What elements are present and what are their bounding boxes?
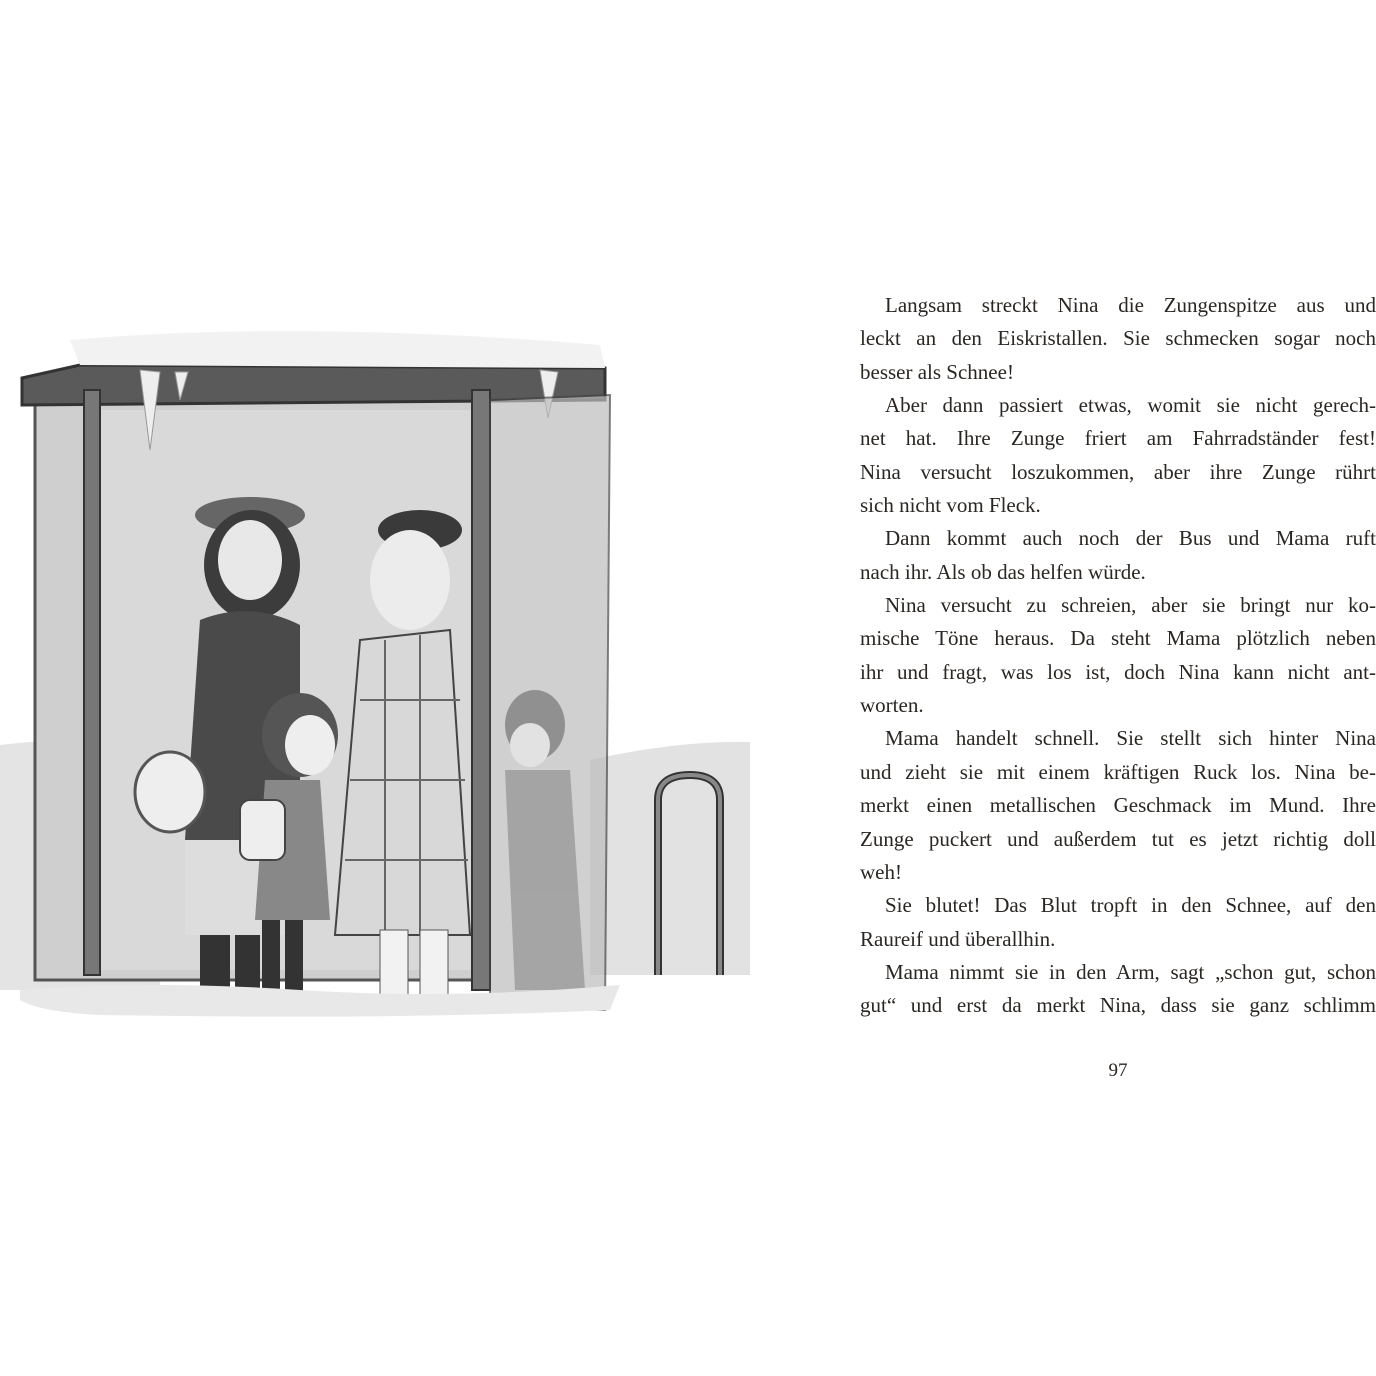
text-line: nach ihr. Als ob das helfen würde.: [860, 559, 1146, 584]
paragraph: [860, 522, 1376, 589]
text-line: besser als Schnee!: [860, 359, 1014, 384]
page-text: [860, 289, 1376, 1023]
text-line: leckt an den Eiskristallen. Sie schmecken sogar noch: [860, 326, 1376, 351]
paragraph: [860, 889, 1376, 956]
page-number: 97: [1108, 1060, 1128, 1081]
text-line: Langsam streckt Nina die Zungenspitze aus und: [885, 293, 1376, 317]
text-line: mische Töne heraus. Da steht Mama plötzlich neben: [860, 626, 1376, 651]
paragraph: [860, 722, 1376, 889]
paragraph: [860, 956, 1376, 1023]
paragraph: [860, 289, 1376, 389]
paragraph: [860, 589, 1376, 722]
text-line: Aber dann passiert etwas, womit sie nicht gerech-: [885, 393, 1376, 418]
text-line: Sie blutet! Das Blut tropft in den Schnee, auf den: [885, 893, 1376, 918]
text-line: ihr und fragt, was los ist, doch Nina kann nicht ant-: [860, 659, 1376, 684]
paragraph: [860, 389, 1376, 522]
text-line: Raureif und überallhin.: [860, 926, 1056, 951]
text-line: Nina versucht loszukommen, aber ihre Zunge rührt: [860, 459, 1376, 484]
text-line: Mama handelt schnell. Sie stellt sich hinter Nina: [885, 726, 1376, 751]
shelter-post-left: [84, 390, 100, 975]
text-line: weh!: [860, 859, 902, 884]
text-line: gut“ und erst da merkt Nina, dass sie ganz schlimm: [860, 993, 1376, 1018]
text-line: Dann kommt auch noch der Bus und Mama ruft: [885, 526, 1376, 551]
text-line: Nina versucht zu schreien, aber sie bringt nur ko-: [885, 593, 1376, 618]
text-line: Zunge puckert und außerdem tut es jetzt richtig doll: [860, 826, 1376, 851]
text-line: worten.: [860, 693, 924, 718]
text-line: und zieht sie mit einem kräftigen Ruck los. Nina be-: [860, 759, 1376, 784]
text-line: Mama nimmt sie in den Arm, sagt „schon gut, schon: [885, 959, 1376, 984]
bus-stop-illustration: [0, 320, 760, 1040]
text-line: net hat. Ihre Zunge friert am Fahrradständer fest!: [860, 426, 1376, 451]
text-line: sich nicht vom Fleck.: [860, 493, 1041, 518]
text-line: merkt einen metallischen Geschmack im Mund. Ihre: [860, 793, 1376, 818]
shelter-post-right: [472, 390, 490, 990]
